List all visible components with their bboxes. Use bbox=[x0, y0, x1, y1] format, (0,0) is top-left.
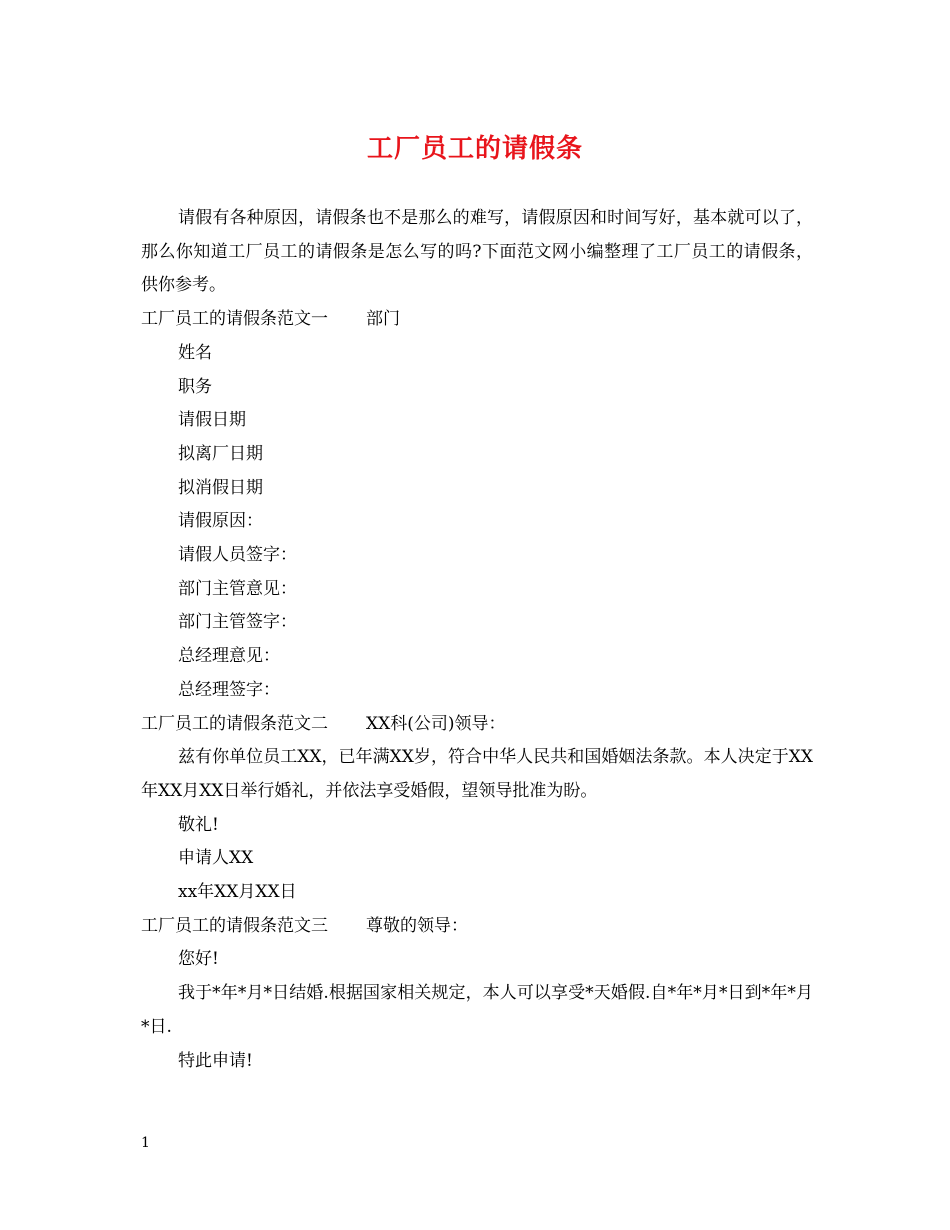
sample3-body: 我于*年*月*日结婚.根据国家相关规定，本人可以享受*天婚假.自*年*月*日到*年*月*日. bbox=[141, 983, 813, 1037]
sample1-field-departure-date: 拟离厂日期 bbox=[178, 443, 263, 464]
sample2-heading: 工厂员工的请假条范文二 bbox=[141, 713, 328, 734]
sample3-greeting: 您好! bbox=[178, 949, 219, 970]
sample1-first-field: 部门 bbox=[366, 309, 400, 330]
document-title: 工厂员工的请假条 bbox=[366, 134, 583, 164]
sample2-date: xx年XX月XX日 bbox=[178, 882, 297, 903]
sample3-salutation: 尊敬的领导： bbox=[366, 915, 468, 936]
sample1-field-position: 职务 bbox=[178, 376, 212, 397]
sample1-field-reason: 请假原因： bbox=[178, 511, 263, 532]
sample2-salutation: XX科(公司)领导： bbox=[366, 713, 506, 734]
sample2-applicant: 申请人XX bbox=[178, 848, 254, 869]
sample2-body: 兹有你单位员工XX，已年满XX岁，符合中华人民共和国婚姻法条款。本人决定于XX年XX月XX日举行婚礼，并依法享受婚假，望领导批准为盼。 bbox=[141, 747, 813, 801]
sample1-field-manager-opinion: 总经理意见： bbox=[178, 646, 280, 667]
page-number: 1 bbox=[141, 1135, 150, 1151]
document-body bbox=[141, 202, 813, 1078]
intro-paragraph: 请假有各种原因，请假条也不是那么的难写，请假原因和时间写好，基本就可以了，那么你知道工厂员工的请假条是怎么写的吗?下面范文网小编整理了工厂员工的请假条，供你参考。 bbox=[141, 208, 813, 296]
sample1-heading-line bbox=[141, 303, 813, 337]
sample1-field-supervisor-opinion: 部门主管意见： bbox=[178, 578, 297, 599]
sample2-closing: 敬礼! bbox=[178, 814, 219, 835]
sample1-field-name: 姓名 bbox=[178, 342, 212, 363]
sample1-field-supervisor-signature: 部门主管签字： bbox=[178, 612, 297, 633]
sample3-heading-line bbox=[141, 910, 813, 944]
sample3-heading: 工厂员工的请假条范文三 bbox=[141, 915, 328, 936]
sample1-field-leave-date: 请假日期 bbox=[178, 410, 246, 431]
sample3-closing: 特此申请! bbox=[178, 1050, 253, 1071]
sample1-field-manager-signature: 总经理签字： bbox=[178, 679, 280, 700]
sample1-field-return-date: 拟消假日期 bbox=[178, 477, 263, 498]
sample1-field-applicant-signature: 请假人员签字： bbox=[178, 545, 297, 566]
sample1-heading: 工厂员工的请假条范文一 bbox=[141, 309, 328, 330]
sample2-heading-line bbox=[141, 708, 813, 742]
